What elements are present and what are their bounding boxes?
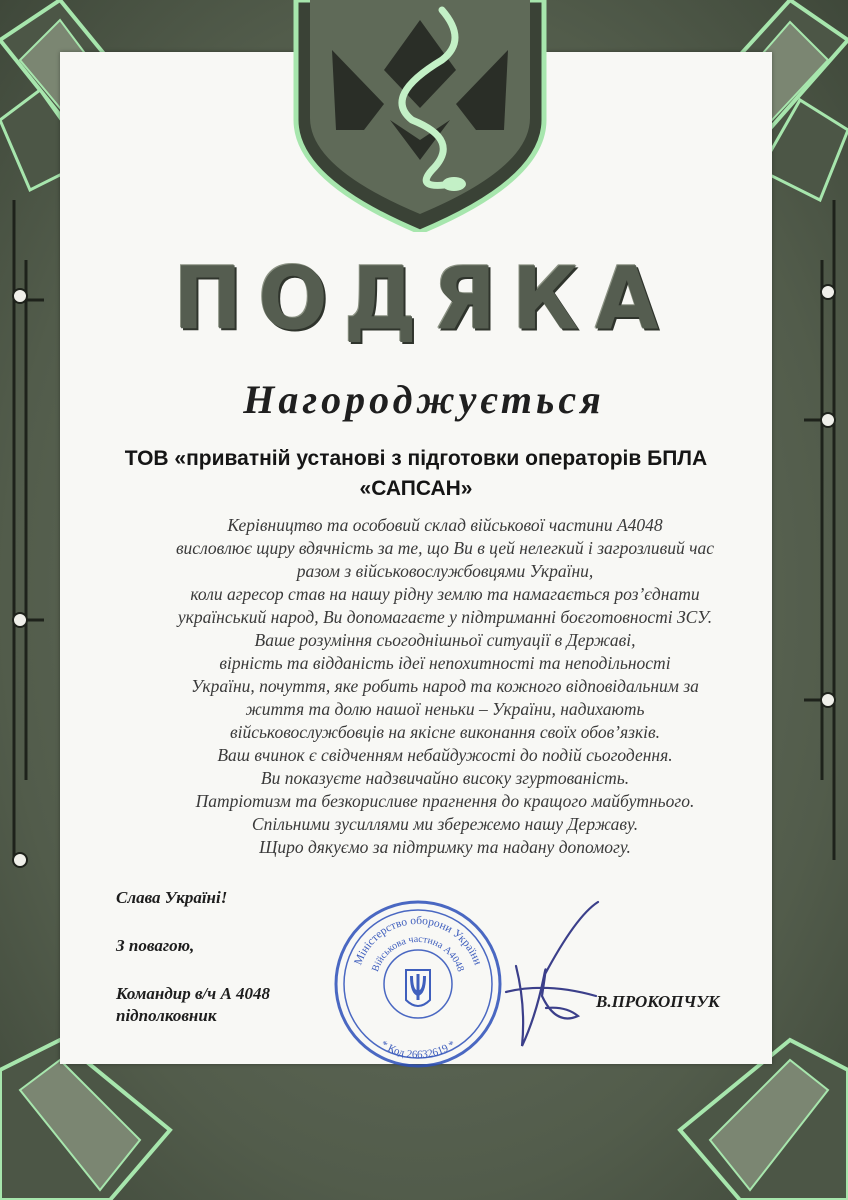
corner-gem-bottom-left	[0, 1040, 170, 1200]
commander-position: Командир в/ч А 4048	[116, 984, 271, 1003]
body-line: України, почуття, яке робить народ та кожного відповідальним за	[191, 676, 699, 696]
body-line: військовослужбовців на якісне виконання своїх обов’язків.	[229, 722, 660, 742]
recipient-name-line: ТОВ «приватній установі з підготовки операторів БПЛА	[124, 447, 708, 470]
stamp-ministry-text: Міністерство оборони України	[352, 914, 484, 967]
commander-signature	[486, 896, 606, 1056]
body-line: Ви показуєте надзвичайно високу згуртованість.	[260, 768, 630, 788]
commander-rank: підполковник	[116, 1006, 217, 1025]
signer-name: В.ПРОКОПЧУК	[596, 992, 720, 1011]
body-line: Ваш вчинок є свідченням небайдужості до подій сьогодення.	[217, 745, 673, 765]
official-stamp-icon	[330, 896, 506, 1072]
body-line: Спільними зусиллями ми збережемо нашу Державу.	[251, 814, 639, 834]
gratitude-text	[100, 514, 790, 859]
body-line: висловлює щиру вдячність за те, що Ви в цей нелегкий і загрозливий час	[175, 538, 715, 558]
award-subtitle: Нагороджується	[243, 377, 605, 422]
body-line: український народ, Ви допомагаєте у підтриманні боєготовності ЗСУ.	[177, 607, 713, 627]
page-title: ПОДЯКА	[173, 249, 675, 350]
recipient-brand-line: «САПСАН»	[359, 477, 473, 500]
stamp-code-text: * Код 26632619 *	[378, 1038, 458, 1062]
body-line: життя та долю нашої неньки – України, надихають	[245, 699, 645, 719]
recipient-block	[60, 444, 772, 504]
body-line: Керівництво та особовий склад військової частини А4048	[227, 515, 663, 535]
stamp-unit-text: Військова частина А4048	[370, 933, 466, 974]
body-line: разом з військовослужбовцями України,	[296, 561, 594, 581]
corner-gem-bottom-right	[680, 1040, 848, 1200]
body-line: Щиро дякуємо за підтримку та надану допомогу.	[259, 837, 631, 857]
closing-regards: З повагою,	[116, 936, 195, 955]
trident-icon	[406, 970, 430, 1006]
body-line: коли агресор став на нашу рідну землю та намагається роз’єднати	[190, 584, 700, 604]
unit-emblem-shield-icon	[292, 0, 548, 232]
closing-slogan: Слава Україні!	[116, 888, 228, 907]
svg-text:Військова частина А4048	[370, 934, 466, 973]
body-line: вірність та відданість ідеї непохитності та неподільності	[219, 653, 671, 673]
svg-text:* Код 26632619 *	[378, 1038, 457, 1061]
body-line: Патріотизм та безкорисливе прагнення до кращого майбутнього.	[195, 791, 695, 811]
body-line: Ваше розуміння сьогоднішньої ситуації в Державі,	[254, 630, 636, 650]
